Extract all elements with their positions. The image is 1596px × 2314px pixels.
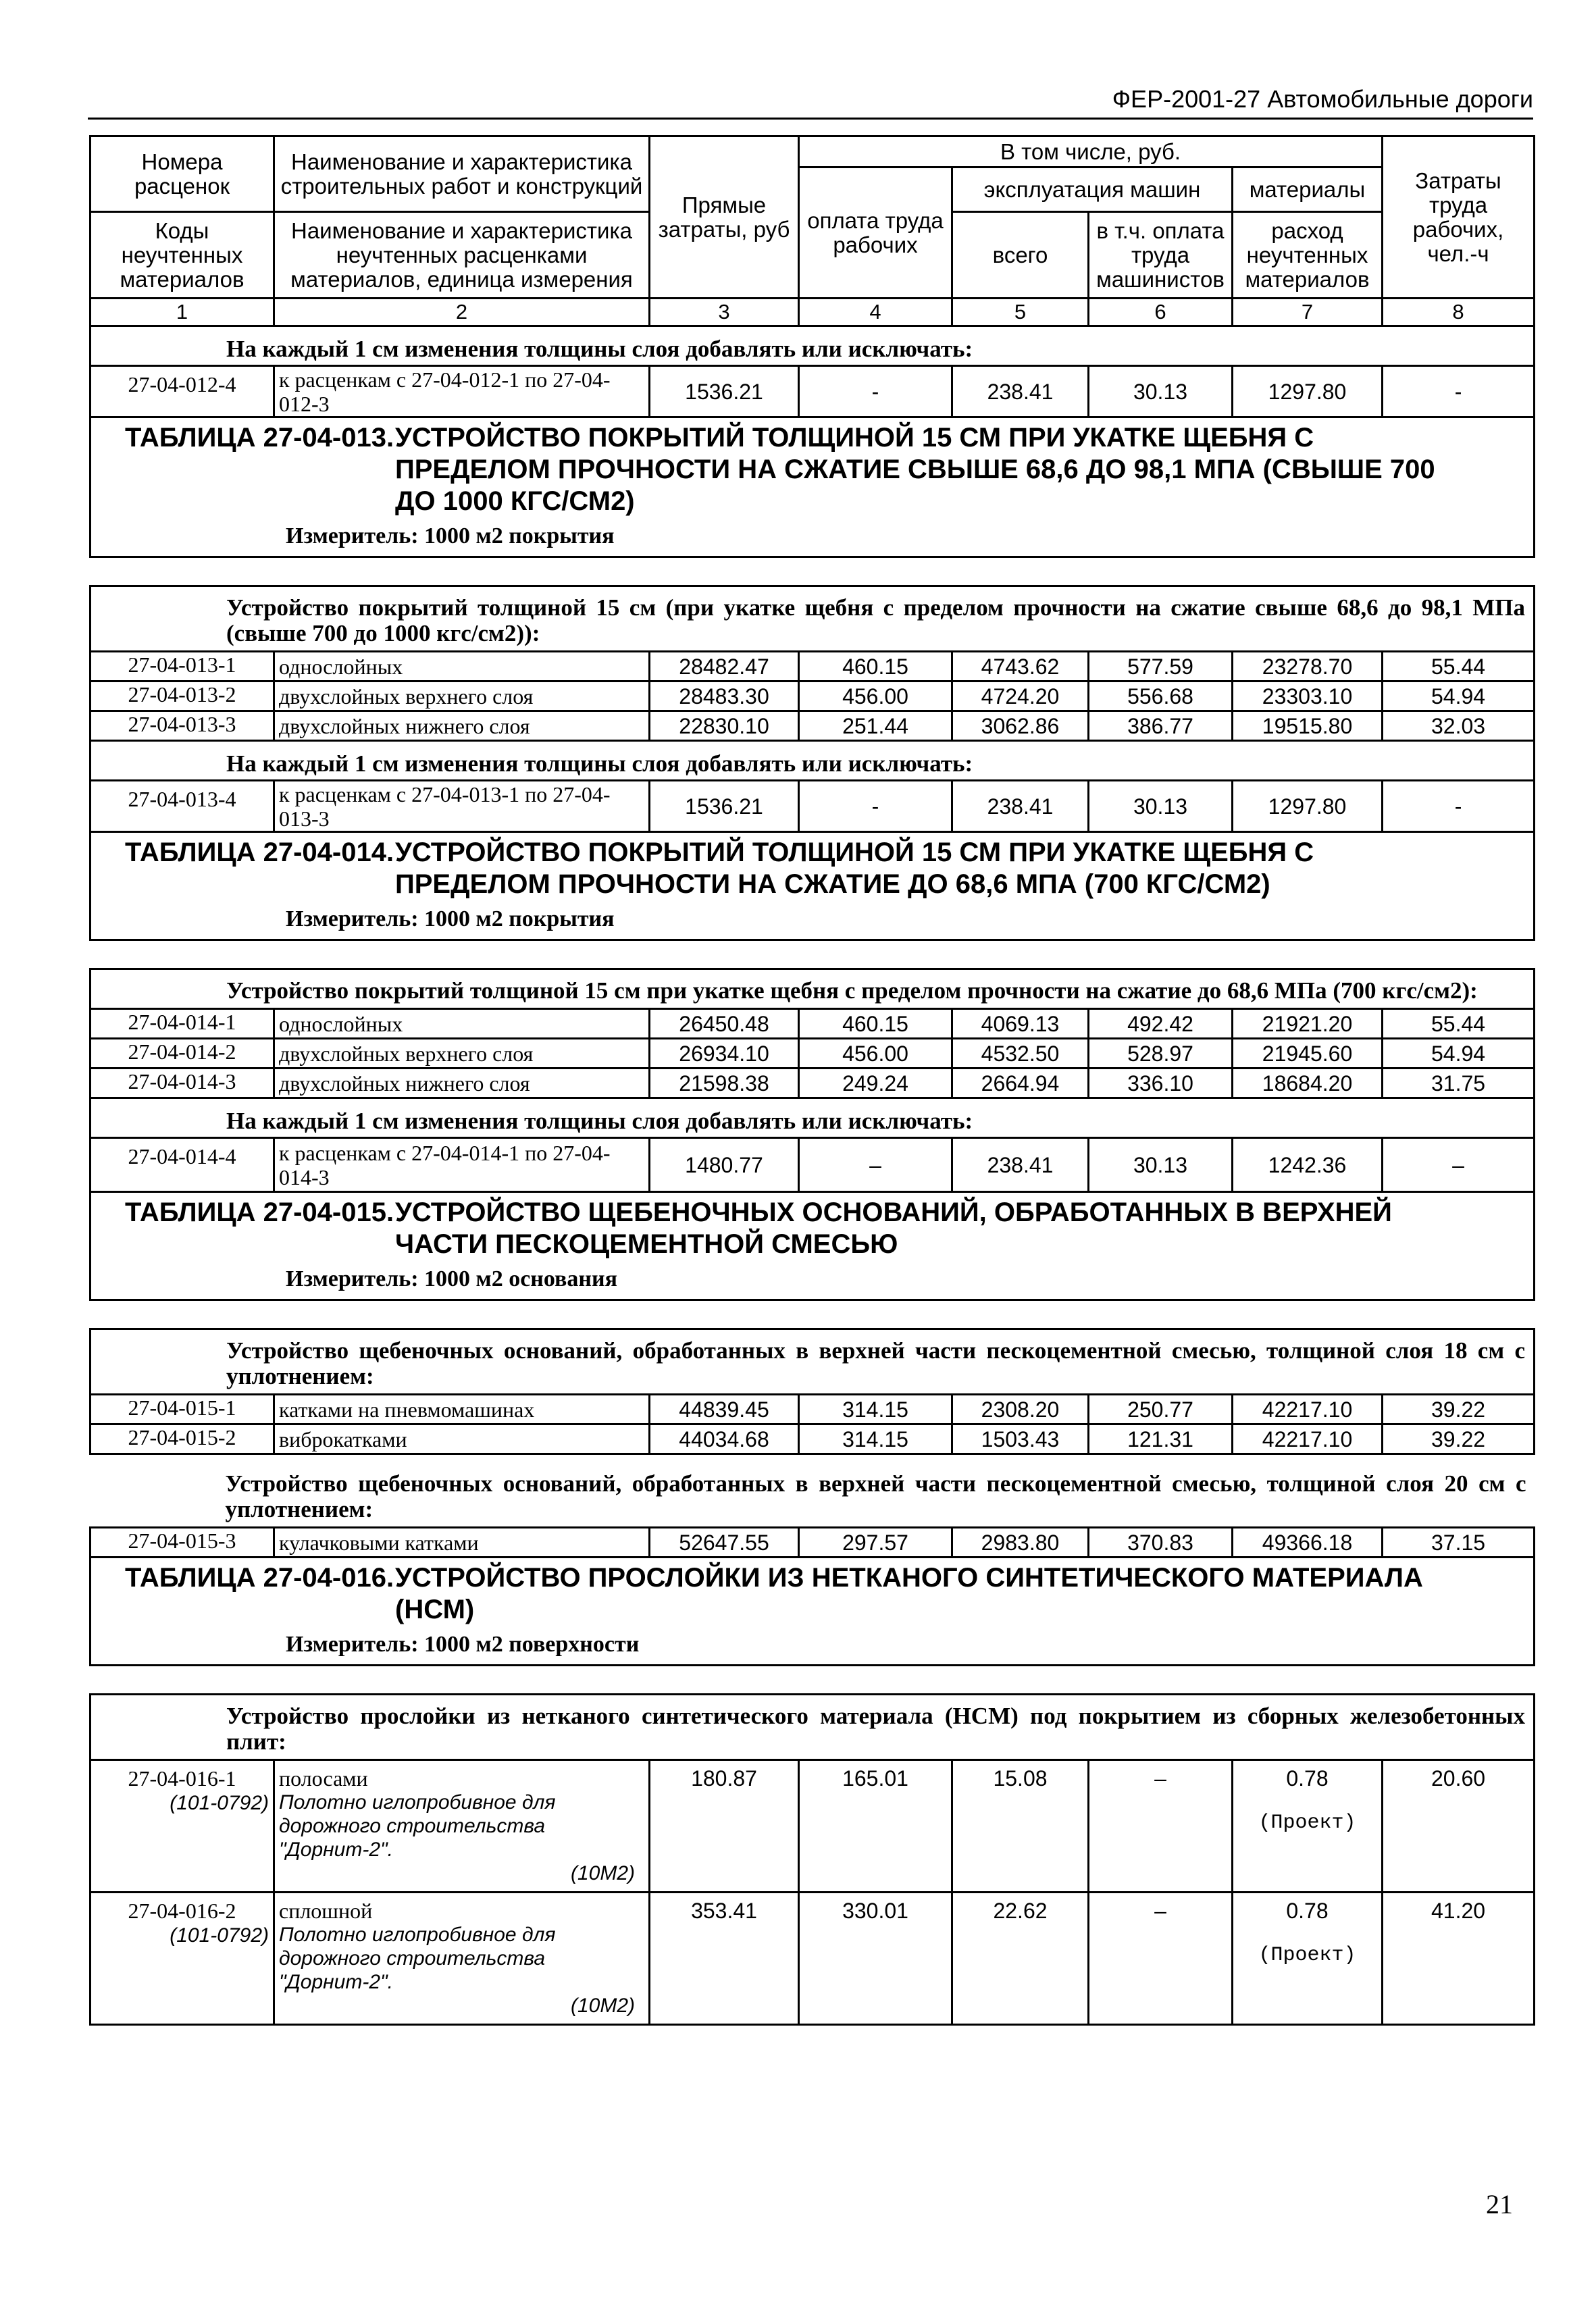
table-row: 27-04-012-4 к расценкам с 27-04-012-1 по 27-04-012-3 1536.21 - 238.41 30.13 1297.80 - [91, 366, 1535, 417]
section-band: Устройство щебеночных оснований, обработанных в верхней части пескоцементной смесью, толщиной слоя 20 см с уплотнением: [225, 1470, 1526, 1522]
page-number: 21 [1486, 2189, 1513, 2219]
hdr-col2-top: Наименование и характеристика строительных работ и конструкций [274, 136, 650, 212]
running-head: ФЕР-2001-27 Автомобильные дороги [88, 81, 1533, 120]
adjust-label: На каждый 1 см изменения толщины слоя добавлять или исключать: [91, 326, 1535, 366]
colnum: 4 [799, 299, 952, 326]
table-row: 27-04-015-3 кулачковыми катками 52647.55 297.57 2983.80 370.83 49366.18 37.15 [91, 1528, 1535, 1558]
hdr-col3: Прямые затраты, руб [650, 136, 799, 299]
meter: Измеритель: 1000 м2 основания [286, 1266, 617, 1291]
table-title-016: ТАБЛИЦА 27-04-016.УСТРОЙСТВО ПРОСЛОЙКИ ИЗ НЕТКАНОГО СИНТЕТИЧЕСКОГО МАТЕРИАЛА (НСМ) Измеритель: 1000 м2 поверхности [91, 1558, 1535, 1666]
colnum: 6 [1089, 299, 1233, 326]
hdr-col2-bottom: Наименование и характеристика неучтенных расценками материалов, единица измерения [274, 212, 650, 299]
hdr-machines: эксплуатация машин [952, 168, 1233, 212]
colnum: 8 [1383, 299, 1535, 326]
table-title-013: ТАБЛИЦА 27-04-013.УСТРОЙСТВО ПОКРЫТИЙ ТОЛЩИНОЙ 15 СМ ПРИ УКАТКЕ ЩЕБНЯ С ПРЕДЕЛОМ ПРОЧНОСТИ НА СЖАТИЕ СВЫШЕ 68,6 ДО 98,1 МПА (СВЫШЕ 700 ДО 1000 КГС/СМ2) Измеритель: 1000 м2 покрытия [91, 417, 1535, 557]
colnum: 2 [274, 299, 650, 326]
hdr-col5: всего [952, 212, 1089, 299]
colnum: 3 [650, 299, 799, 326]
table-row: 27-04-013-2 двухслойных верхнего слоя 28483.30 456.00 4724.20 556.68 23303.10 54.94 [91, 682, 1535, 711]
table-row: 27-04-015-1 катками на пневмомашинах 44839.45 314.15 2308.20 250.77 42217.10 39.22 [91, 1395, 1535, 1424]
table-row: 27-04-014-1 однослойных 26450.48 460.15 4069.13 492.42 21921.20 55.44 [91, 1009, 1535, 1039]
table-title-015: ТАБЛИЦА 27-04-015.УСТРОЙСТВО ЩЕБЕНОЧНЫХ ОСНОВАНИЙ, ОБРАБОТАННЫХ В ВЕРХНЕЙ ЧАСТИ ПЕСКОЦЕМЕНТНОЙ СМЕСЬЮ Измеритель: 1000 м2 основания [91, 1192, 1535, 1300]
table-row: 27-04-014-4 к расценкам с 27-04-014-1 по 27-04-014-3 1480.77 – 238.41 30.13 1242.36 – [91, 1138, 1535, 1192]
table-row: 27-04-013-1 однослойных 28482.47 460.15 4743.62 577.59 23278.70 55.44 [91, 652, 1535, 682]
colnum: 1 [91, 299, 274, 326]
section-band: Устройство покрытий толщиной 15 см при укатке щебня с пределом прочности на сжатие до 68,6 МПа (700 кгс/см2): [91, 969, 1535, 1009]
table-row: 27-04-016-2 (101-0792) сплошной Полотно иглопробивное для дорожного строительства "Дорнит-2". (10М2) 353.41 330.01 22.62 – 0.78 (Проект) 41.20 [91, 1893, 1535, 2025]
table-row: 27-04-015-2 виброкатками 44034.68 314.15 1503.43 121.31 42217.10 39.22 [91, 1424, 1535, 1454]
meter: Измеритель: 1000 м2 поверхности [286, 1632, 640, 1657]
hdr-col1-top: Номера расценок [91, 136, 274, 212]
adjust-label: На каждый 1 см изменения толщины слоя добавлять или исключать: [91, 1098, 1535, 1138]
table-row: 27-04-016-1 (101-0792) полосами Полотно иглопробивное для дорожного строительства "Дорнит-2". (10М2) 180.87 165.01 15.08 – 0.78 (Проект) 20.60 [91, 1760, 1535, 1893]
section-band: Устройство покрытий толщиной 15 см (при укатке щебня с пределом прочности на сжатие свыше 68,6 до 98,1 МПа (свыше 700 до 1000 кгс/см2)): [91, 586, 1535, 652]
colnum: 7 [1233, 299, 1383, 326]
hdr-col7: расход неучтенных материалов [1233, 212, 1383, 299]
hdr-materials: материалы [1233, 168, 1383, 212]
hdr-col8: Затраты труда рабочих, чел.-ч [1383, 136, 1535, 299]
hdr-group: В том числе, руб. [799, 136, 1383, 168]
meter: Измеритель: 1000 м2 покрытия [286, 523, 615, 548]
hdr-col4: оплата труда рабочих [799, 168, 952, 299]
section-band: Устройство прослойки из нетканого синтетического материала (НСМ) под покрытием из сборных железобетонных плит: [91, 1695, 1535, 1760]
table-row: 27-04-013-4 к расценкам с 27-04-013-1 по 27-04-013-3 1536.21 - 238.41 30.13 1297.80 - [91, 781, 1535, 832]
table-title-014: ТАБЛИЦА 27-04-014.УСТРОЙСТВО ПОКРЫТИЙ ТОЛЩИНОЙ 15 СМ ПРИ УКАТКЕ ЩЕБНЯ С ПРЕДЕЛОМ ПРОЧНОСТИ НА СЖАТИЕ ДО 68,6 МПА (700 КГС/СМ2) Измеритель: 1000 м2 покрытия [91, 832, 1535, 940]
section-band: Устройство щебеночных оснований, обработанных в верхней части пескоцементной смесью, толщиной слоя 18 см с уплотнением: [91, 1329, 1535, 1395]
adjust-label: На каждый 1 см изменения толщины слоя добавлять или исключать: [91, 741, 1535, 781]
price-table [89, 135, 1535, 2026]
table-row: 27-04-014-2 двухслойных верхнего слоя 26934.10 456.00 4532.50 528.97 21945.60 54.94 [91, 1039, 1535, 1069]
table-row: 27-04-014-3 двухслойных нижнего слоя 21598.38 249.24 2664.94 336.10 18684.20 31.75 [91, 1069, 1535, 1098]
colnum: 5 [952, 299, 1089, 326]
hdr-col1-bottom: Коды неучтенных материалов [91, 212, 274, 299]
hdr-col6: в т.ч. оплата труда машинистов [1089, 212, 1233, 299]
table-row: 27-04-013-3 двухслойных нижнего слоя 22830.10 251.44 3062.86 386.77 19515.80 32.03 [91, 711, 1535, 741]
meter: Измеритель: 1000 м2 покрытия [286, 906, 615, 931]
